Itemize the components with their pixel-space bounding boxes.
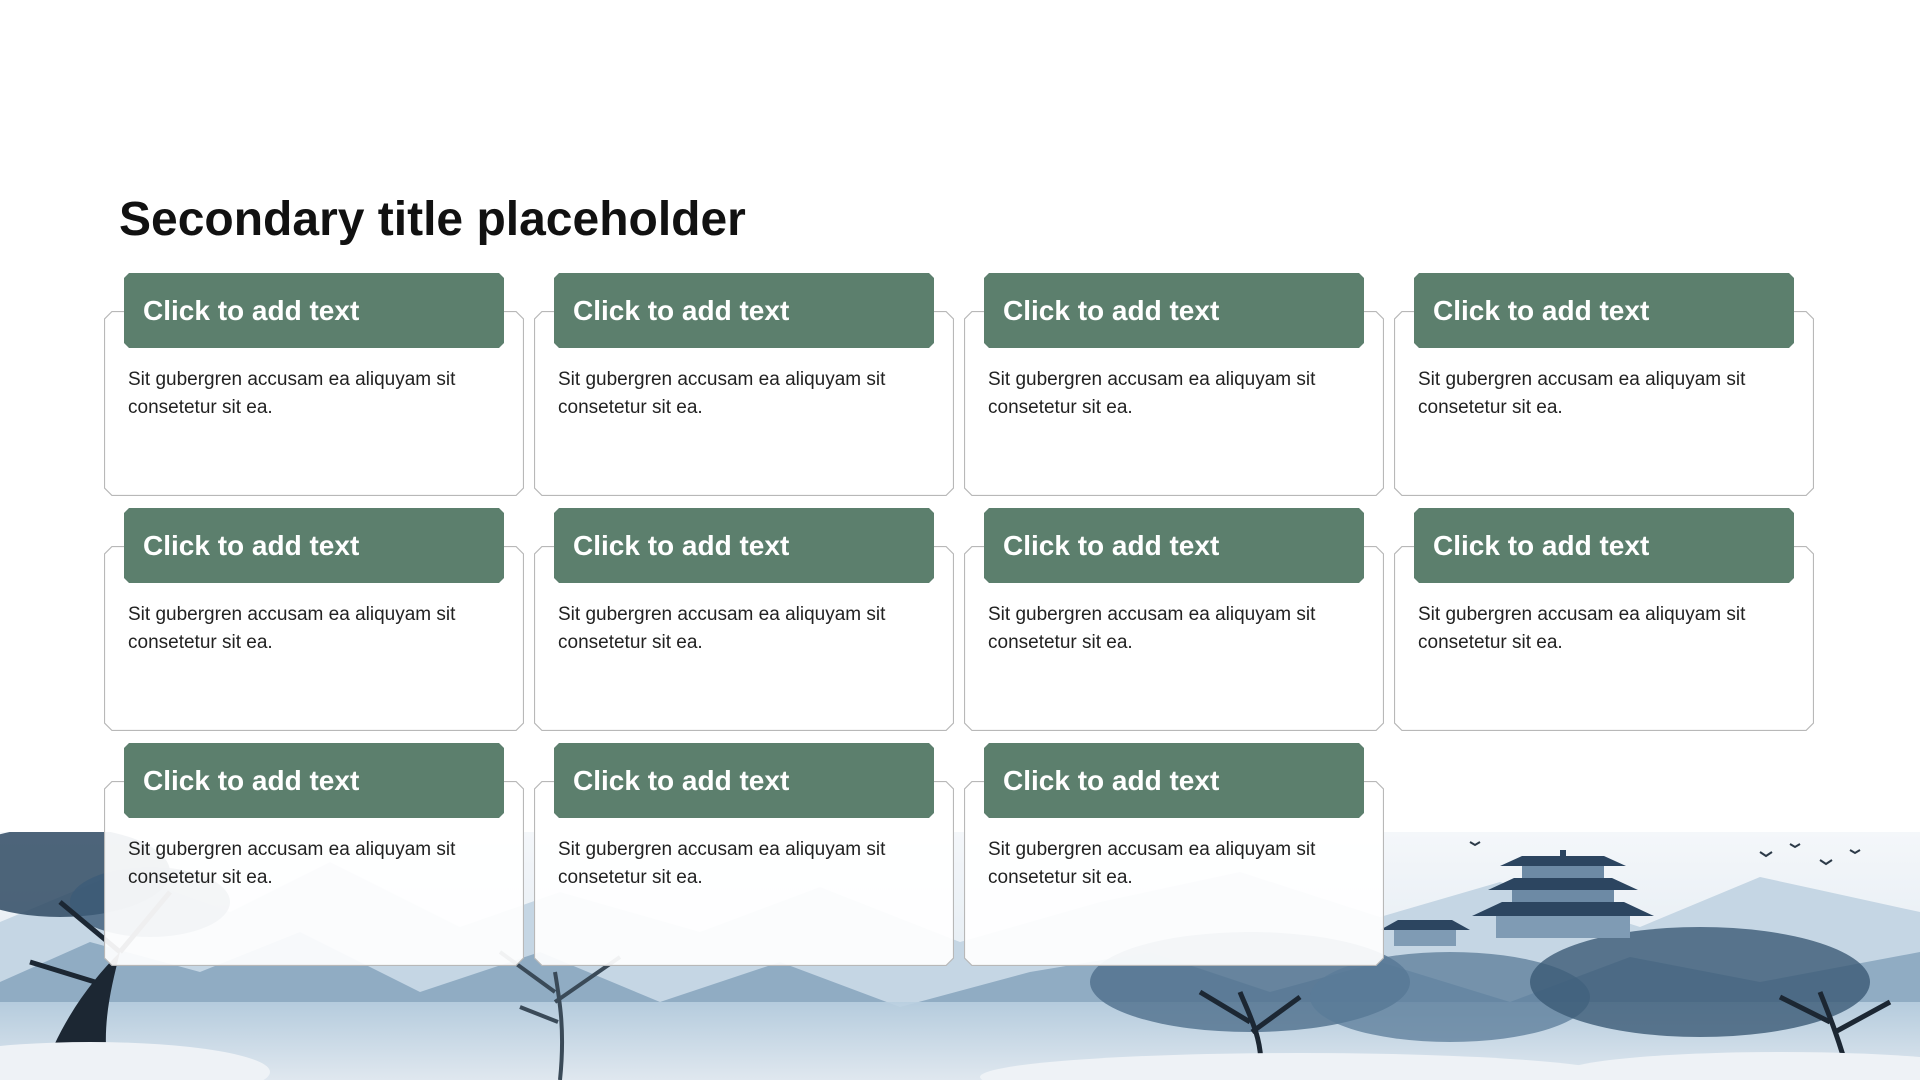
card-heading: Click to add text	[1433, 530, 1650, 561]
card-heading: Click to add text	[1003, 295, 1220, 326]
content-card	[534, 508, 954, 743]
card-header[interactable]	[554, 743, 934, 818]
card-body-text[interactable]: Sit gubergren accusam ea aliquyam sit consetetur sit ea.	[128, 604, 456, 653]
content-card	[104, 508, 524, 743]
content-card	[964, 508, 1384, 743]
card-heading: Click to add text	[143, 765, 360, 796]
card-heading: Click to add text	[1433, 295, 1650, 326]
card-header[interactable]	[124, 508, 504, 583]
card-heading: Click to add text	[143, 530, 360, 561]
slide-title[interactable]: Secondary title placeholder	[119, 193, 746, 246]
card-body-text[interactable]: Sit gubergren accusam ea aliquyam sit consetetur sit ea.	[558, 839, 886, 888]
content-card	[104, 273, 524, 508]
content-card	[534, 273, 954, 508]
content-card	[964, 273, 1384, 508]
card-body-text[interactable]: Sit gubergren accusam ea aliquyam sit consetetur sit ea.	[128, 369, 456, 418]
content-card	[1394, 273, 1814, 508]
card-header[interactable]	[984, 508, 1364, 583]
card-body-text[interactable]: Sit gubergren accusam ea aliquyam sit consetetur sit ea.	[1418, 369, 1746, 418]
card-header[interactable]	[554, 273, 934, 348]
content-card	[534, 743, 954, 978]
card-header[interactable]	[1414, 273, 1794, 348]
card-heading: Click to add text	[1003, 765, 1220, 796]
card-body-text[interactable]: Sit gubergren accusam ea aliquyam sit consetetur sit ea.	[988, 604, 1316, 653]
card-body-text[interactable]: Sit gubergren accusam ea aliquyam sit consetetur sit ea.	[128, 839, 456, 888]
content-card	[104, 743, 524, 978]
card-header[interactable]	[984, 743, 1364, 818]
card-header[interactable]	[554, 508, 934, 583]
card-header[interactable]	[124, 743, 504, 818]
card-body-text[interactable]: Sit gubergren accusam ea aliquyam sit consetetur sit ea.	[1418, 604, 1746, 653]
card-body-text[interactable]: Sit gubergren accusam ea aliquyam sit consetetur sit ea.	[988, 839, 1316, 888]
card-body-text[interactable]: Sit gubergren accusam ea aliquyam sit consetetur sit ea.	[558, 604, 886, 653]
card-heading: Click to add text	[573, 765, 790, 796]
card-header[interactable]	[984, 273, 1364, 348]
card-heading: Click to add text	[573, 295, 790, 326]
card-header[interactable]	[1414, 508, 1794, 583]
card-heading: Click to add text	[143, 295, 360, 326]
card-heading: Click to add text	[1003, 530, 1220, 561]
content-card	[964, 743, 1384, 978]
card-body-text[interactable]: Sit gubergren accusam ea aliquyam sit consetetur sit ea.	[988, 369, 1316, 418]
card-header[interactable]	[124, 273, 504, 348]
content-card	[1394, 508, 1814, 743]
card-body-text[interactable]: Sit gubergren accusam ea aliquyam sit consetetur sit ea.	[558, 369, 886, 418]
card-heading: Click to add text	[573, 530, 790, 561]
